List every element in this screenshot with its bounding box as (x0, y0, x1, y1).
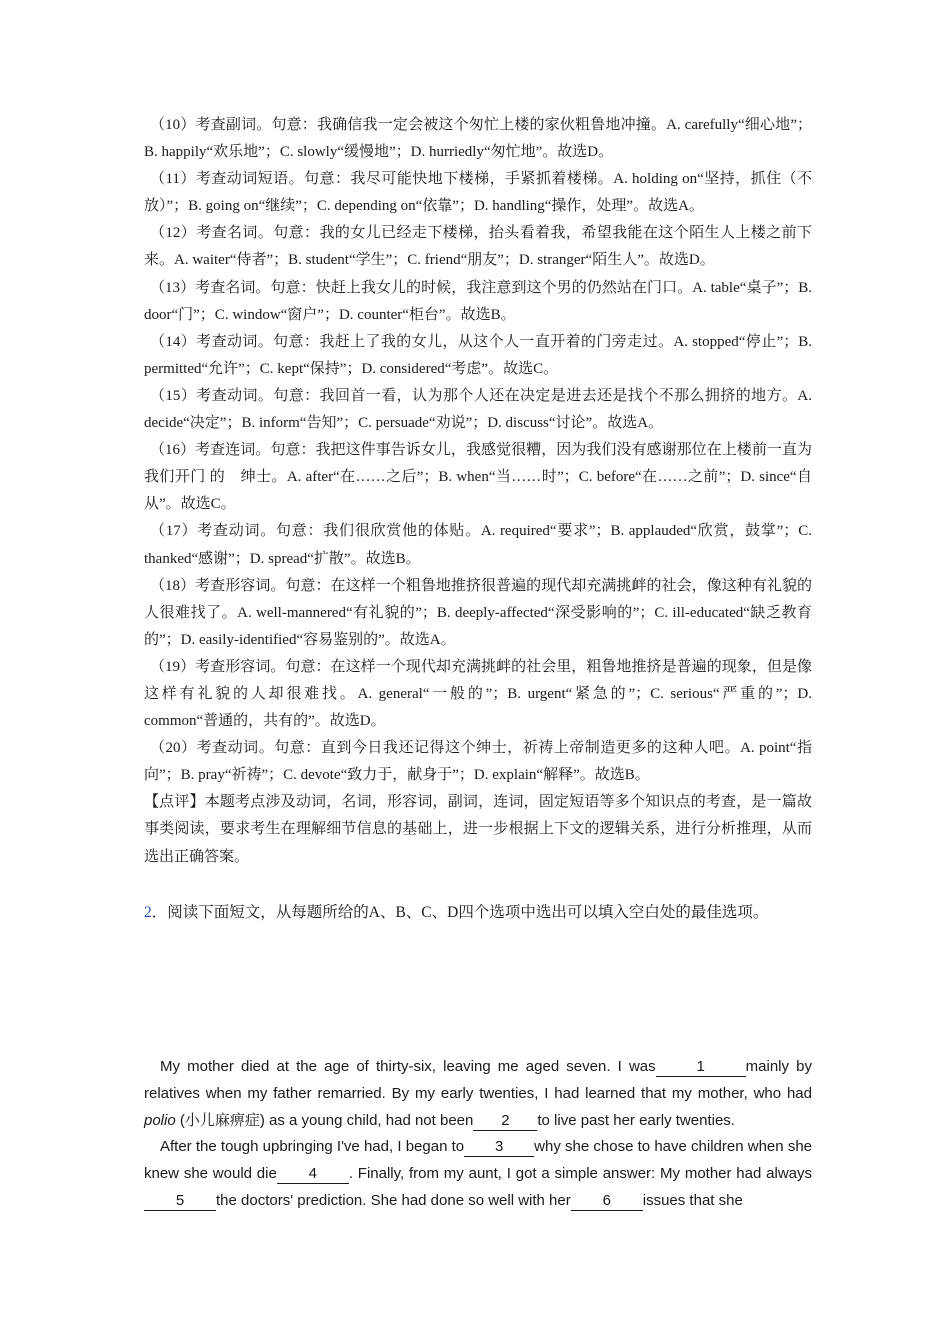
explanation-15: （15）考查动词。句意：我回首一看，认为那个人还在决定是进去还是找个不那么拥挤的地方。A. decide“决定”；B. inform“告知”；C. persuade“劝说”；D. discuss“讨论”。故选A。 (144, 387, 812, 432)
question-instruction: ．阅读下面短文，从每题所给的A、B、C、D四个选项中选出可以填入空白处的最佳选项。 (151, 903, 769, 921)
question-heading (144, 899, 812, 926)
passage-text: (小儿麻痹症) as a young child, had not been (175, 1111, 474, 1129)
explanation-12: （12）考查名词。句意：我的女儿已经走下楼梯，抬头看着我，希望我能在这个陌生人上楼之前下来。A. waiter“侍者”；B. student“学生”；C. friend“朋友”；D. stranger“陌生人”。故选D。 (144, 225, 812, 269)
answer-explanations (144, 112, 812, 926)
explanation-18: （18）考查形容词。句意：在这样一个粗鲁地推挤很普遍的现代却充满挑衅的社会，像这种有礼貌的人很难找了。A. well-mannered“有礼貌的”；B. deeply-affected“深受影响的”；C. ill-educated“缺乏教育的”；D. easily-identified“容易鉴别的”。故选A。 (144, 577, 812, 648)
blank-6: 6 (571, 1192, 643, 1211)
passage-paragraph-1 (144, 1054, 812, 1134)
question-number: 2 (144, 903, 152, 921)
passage-text: mainly by relatives when my father remarried. By my early twenties, I had learned that my mother, who had (144, 1058, 812, 1102)
passage-text: My mother died at the age of thirty-six, leaving me aged seven. I was (160, 1058, 656, 1075)
blank-5: 5 (144, 1192, 216, 1211)
blank-2: 2 (473, 1112, 537, 1131)
passage-text: . Finally, from my aunt, I got a simple answer: My mother had always (348, 1165, 812, 1183)
passage-text: After the tough upbringing I've had, I began to (160, 1138, 465, 1156)
comment: 【点评】本题考点涉及动词，名词，形容词，副词，连词，固定短语等多个知识点的考查，是一篇故事类阅读，要求考生在理解细节信息的基础上，进一步根据上下文的逻辑关系，进行分析推理，从而选出正确答案。 (144, 794, 812, 865)
passage-text: to live past her early twenties. (537, 1111, 735, 1129)
passage-text: issues that she (642, 1191, 743, 1209)
blank-1: 1 (656, 1058, 746, 1077)
explanation-13: （13）考查名词。句意：快赶上我女儿的时候，我注意到这个男的仍然站在门口。A. table“桌子”；B. door“门”；C. window“窗户”；D. counter“柜台”。故选B。 (144, 279, 812, 323)
explanation-11: （11）考查动词短语。句意：我尽可能快地下楼梯，手紧抓着楼梯。A. holding on“坚持，抓住（不放）”；B. going on“继续”；C. depending on“依靠”；D. handling“操作，处理”。故选A。 (144, 171, 812, 215)
passage-text: the doctors' prediction. She had done so well with her (216, 1191, 571, 1209)
explanation-16: （16）考查连词。句意：我把这件事告诉女儿，我感觉很糟，因为我们没有感谢那位在上楼前一直为我们开门 的 绅士。A. after“在……之后”；B. when“当……时”；C. before“在……之前”；D. since“自从”。故选C。 (144, 442, 812, 513)
explanation-20: （20）考查动词。句意：直到今日我还记得这个绅士，祈祷上帝制造更多的这种人吧。A. point“指向”；B. pray“祈祷”；C. devote“致力于，献身于”；D. explain“解释”。故选B。 (144, 740, 812, 784)
reading-passage (144, 1054, 812, 1215)
explanation-14: （14）考查动词。句意：我赶上了我的女儿，从这个人一直开着的门旁走过。A. stopped“停止”；B. permitted“允许”；C. kept“保持”；D. considered“考虑”。故选C。 (144, 333, 812, 377)
blank-3: 3 (464, 1138, 534, 1157)
explanation-10: （10）考查副词。句意：我确信我一定会被这个匆忙上楼的家伙粗鲁地冲撞。A. carefully“细心地”；B. happily“欢乐地”；C. slowly“缓慢地”；D. hurriedly“匆忙地”。故选D。 (144, 117, 812, 161)
explanation-17: （17）考查动词。句意：我们很欣赏他的体贴。A. required“要求”；B. applauded“欣赏，鼓掌”；C. thanked“感谢”；D. spread“扩散”。故选B。 (144, 523, 812, 567)
passage-paragraph-2 (144, 1134, 812, 1214)
passage-text: why she chose to have children when she knew she would die (144, 1138, 812, 1183)
spacer (144, 871, 812, 899)
blank-4: 4 (277, 1165, 349, 1184)
explanation-19: （19）考查形容词。句意：在这样一个现代却充满挑衅的社会里，粗鲁地推挤是普遍的现象，但是像这样有礼貌的人却很难找。A. general“一般的”；B. urgent“紧急的”；C. serious“严重的”；D. common“普通的，共有的”。故选D。 (144, 658, 812, 730)
italic-word: polio (144, 1111, 176, 1129)
